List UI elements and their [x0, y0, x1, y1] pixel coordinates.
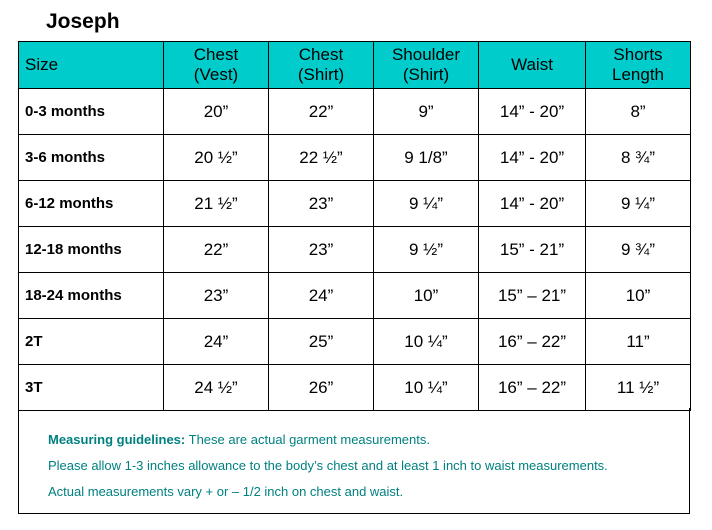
- waist-cell: 14” - 20”: [479, 181, 586, 227]
- table-row: [19, 227, 691, 273]
- table-header-row: [19, 42, 691, 89]
- chest-shirt-cell: 22”: [269, 89, 374, 135]
- shoulder-cell: 10 ¼”: [374, 319, 479, 365]
- column-header-chest-shirt: Chest (Shirt): [269, 42, 374, 89]
- chest-shirt-cell: 26”: [269, 365, 374, 411]
- table-row: [19, 135, 691, 181]
- waist-cell: 16” – 22”: [479, 319, 586, 365]
- table-row: [19, 319, 691, 365]
- shoulder-cell: 9 1/8”: [374, 135, 479, 181]
- waist-cell: 15” - 21”: [479, 227, 586, 273]
- shorts-length-cell: 9 ¼”: [586, 181, 691, 227]
- guideline-line-1: [48, 432, 430, 447]
- size-cell: 12-18 months: [19, 227, 164, 273]
- table-row: [19, 273, 691, 319]
- size-cell: 0-3 months: [19, 89, 164, 135]
- size-chart-table: [18, 41, 691, 411]
- chest-vest-cell: 20 ½”: [164, 135, 269, 181]
- size-cell: 18-24 months: [19, 273, 164, 319]
- shorts-length-cell: 8”: [586, 89, 691, 135]
- column-header-size: Size: [19, 42, 164, 89]
- shorts-length-cell: 11”: [586, 319, 691, 365]
- guideline-line-2: Please allow 1-3 inches allowance to the body’s chest and at least 1 inch to waist measurements.: [48, 458, 608, 473]
- chest-shirt-cell: 24”: [269, 273, 374, 319]
- chest-vest-cell: 21 ½”: [164, 181, 269, 227]
- guideline-line-3: Actual measurements vary + or – 1/2 inch on chest and waist.: [48, 484, 404, 499]
- chest-vest-cell: 20”: [164, 89, 269, 135]
- shoulder-cell: 9 ½”: [374, 227, 479, 273]
- shoulder-cell: 9 ¼”: [374, 181, 479, 227]
- page-title: Joseph: [46, 10, 120, 33]
- chest-shirt-cell: 23”: [269, 227, 374, 273]
- table-row: [19, 365, 691, 411]
- waist-cell: 14” - 20”: [479, 135, 586, 181]
- column-header-chest-vest: Chest (Vest): [164, 42, 269, 89]
- shorts-length-cell: 8 ¾”: [586, 135, 691, 181]
- shoulder-cell: 10”: [374, 273, 479, 319]
- guideline-label: Measuring guidelines:: [48, 432, 186, 447]
- waist-cell: 15” – 21”: [479, 273, 586, 319]
- size-cell: 3T: [19, 365, 164, 411]
- size-cell: 3-6 months: [19, 135, 164, 181]
- column-header-shoulder-shirt: Shoulder (Shirt): [374, 42, 479, 89]
- waist-cell: 16” – 22”: [479, 365, 586, 411]
- chest-vest-cell: 23”: [164, 273, 269, 319]
- guideline-text-1: These are actual garment measurements.: [185, 432, 430, 447]
- size-cell: 2T: [19, 319, 164, 365]
- chest-shirt-cell: 22 ½”: [269, 135, 374, 181]
- column-header-shorts-length: Shorts Length: [586, 42, 691, 89]
- shorts-length-cell: 10”: [586, 273, 691, 319]
- shorts-length-cell: 11 ½”: [586, 365, 691, 411]
- table-row: [19, 181, 691, 227]
- measuring-guidelines-box: [18, 408, 690, 514]
- chest-vest-cell: 24 ½”: [164, 365, 269, 411]
- chest-vest-cell: 22”: [164, 227, 269, 273]
- size-cell: 6-12 months: [19, 181, 164, 227]
- chest-shirt-cell: 25”: [269, 319, 374, 365]
- shoulder-cell: 10 ¼”: [374, 365, 479, 411]
- waist-cell: 14” - 20”: [479, 89, 586, 135]
- table-row: [19, 89, 691, 135]
- column-header-waist: Waist: [479, 42, 586, 89]
- chest-shirt-cell: 23”: [269, 181, 374, 227]
- chest-vest-cell: 24”: [164, 319, 269, 365]
- shoulder-cell: 9”: [374, 89, 479, 135]
- shorts-length-cell: 9 ¾”: [586, 227, 691, 273]
